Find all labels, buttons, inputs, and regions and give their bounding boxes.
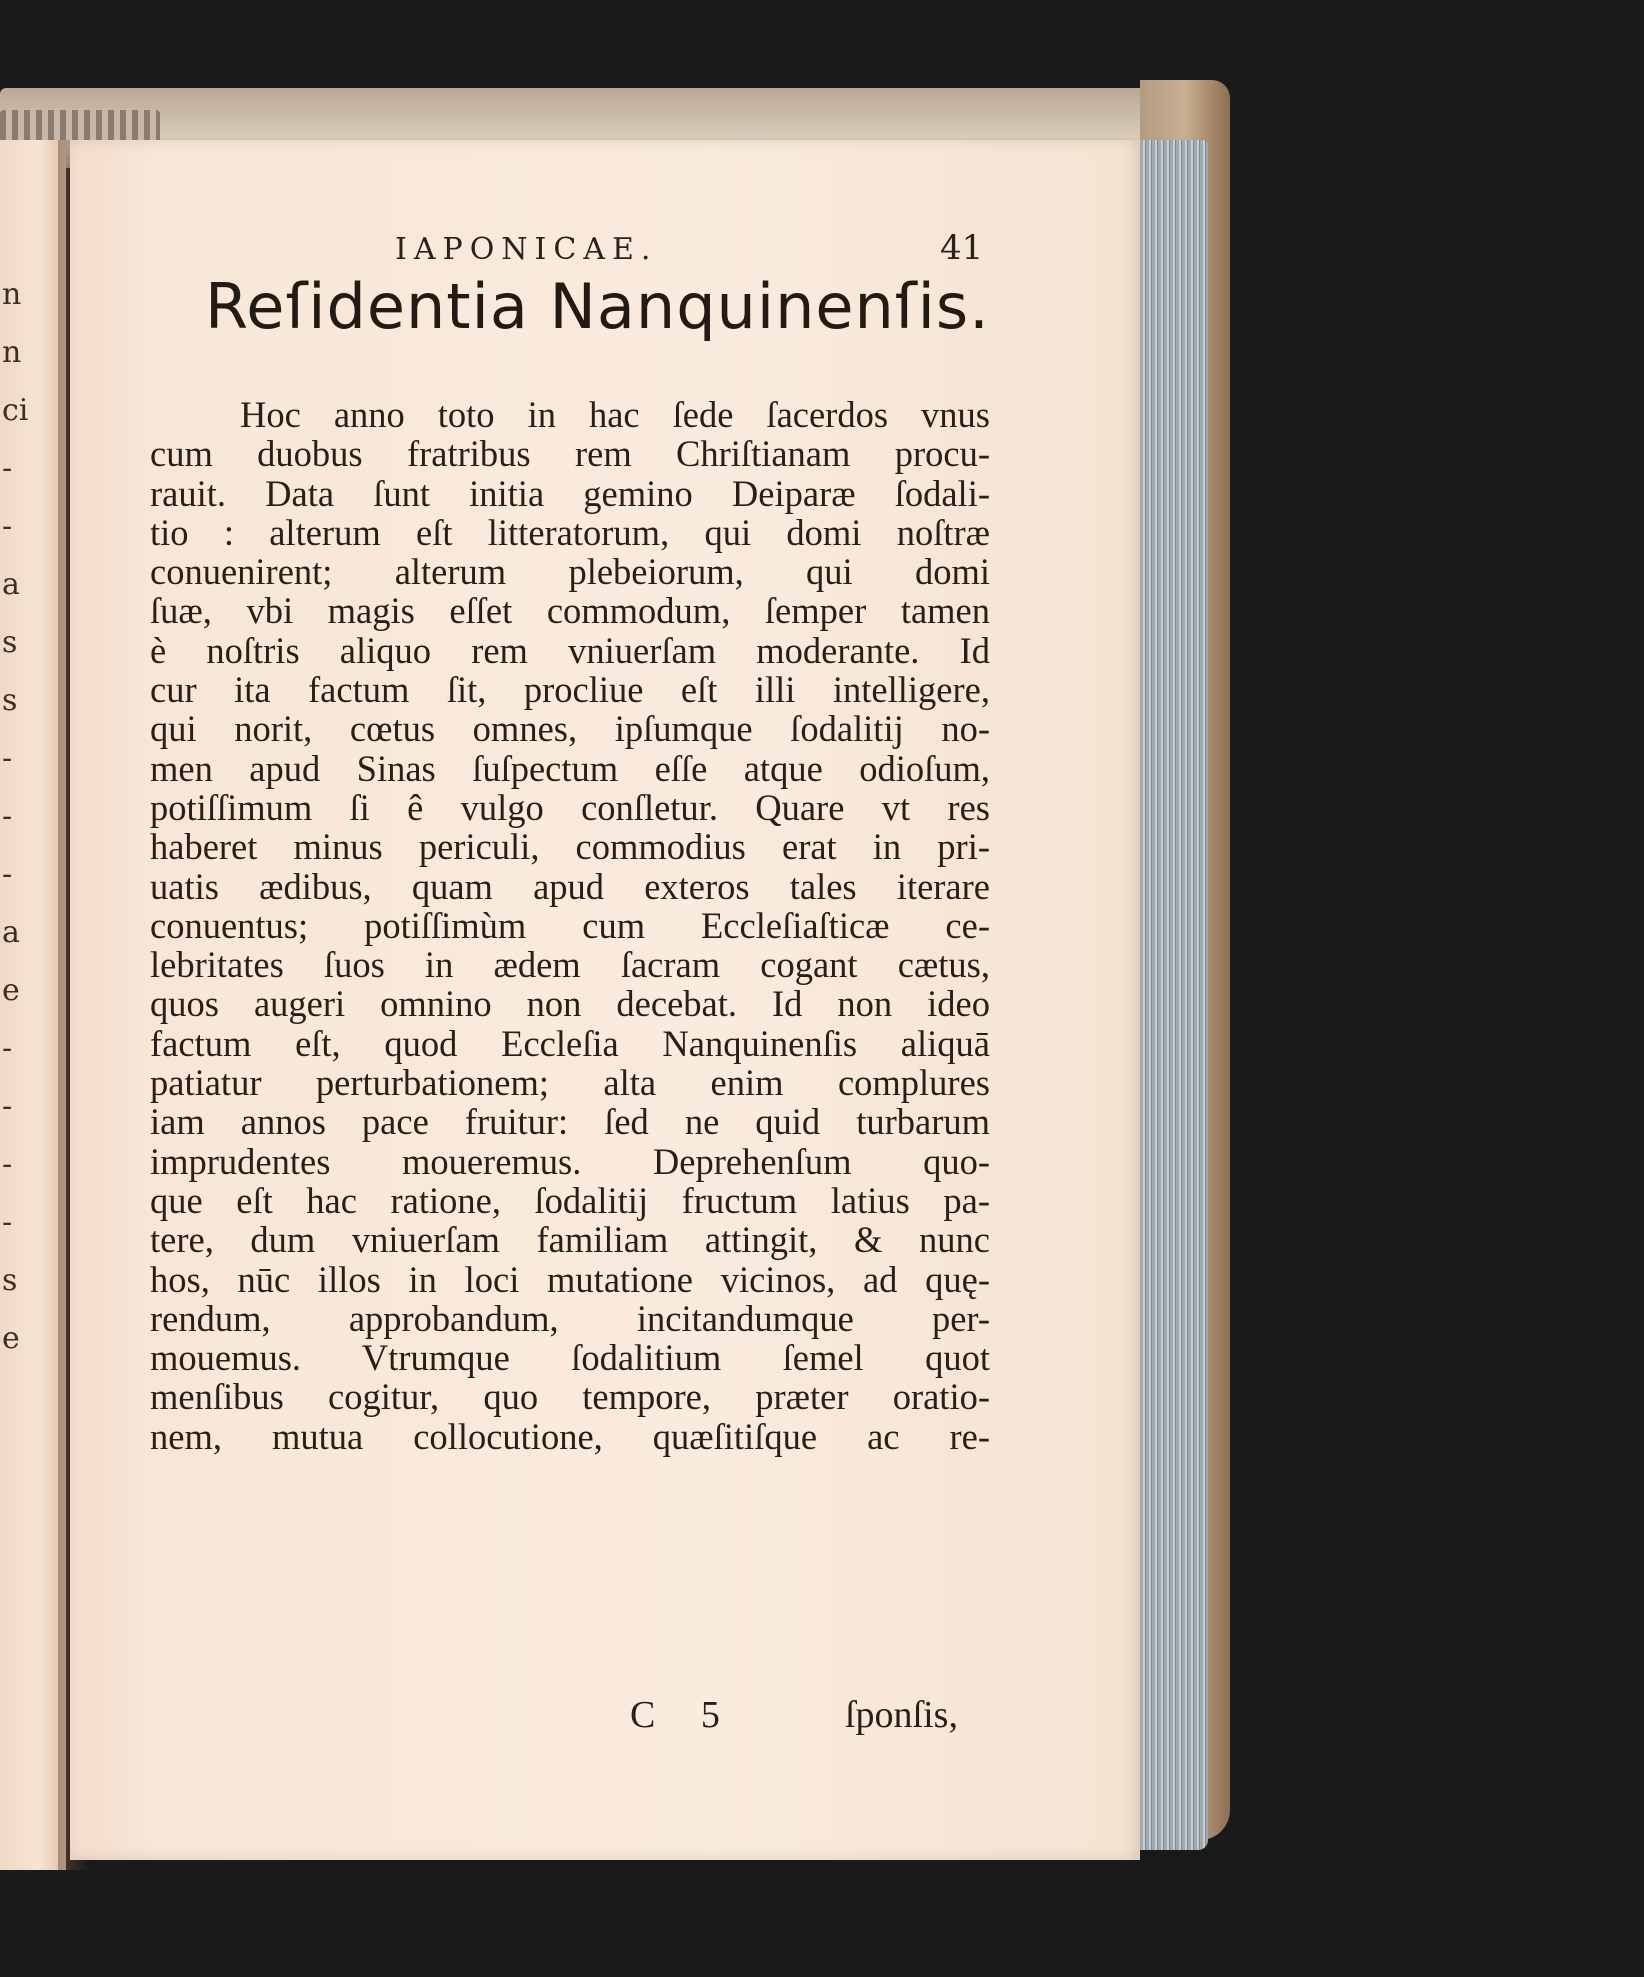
left-page-fragment: n — [2, 335, 22, 370]
text-line: potiſſimum ſi ê vulgo conſletur. Quare vt res — [150, 786, 990, 828]
text-line: Hoc anno toto in hac ſede ſacerdos vnus — [240, 394, 990, 435]
text-line: rauit. Data ſunt initia gemino Deiparæ ſodali- — [150, 472, 990, 514]
running-head: IAPONICAE. — [395, 232, 658, 267]
left-page-fragment: - — [2, 1089, 13, 1124]
left-page — [0, 140, 66, 1870]
text-line: conuentus; potiſſimùm cum Eccleſiaſticæ ce- — [150, 904, 990, 946]
text-line: ſuæ, vbi magis eſſet commodum, ſemper tamen — [150, 590, 990, 632]
text-line: imprudentes moueremus. Deprehenſum quo- — [150, 1140, 990, 1182]
left-page-fragment: s — [2, 625, 18, 660]
page-edges — [1128, 140, 1208, 1850]
left-page-fragment: ci — [2, 393, 29, 428]
left-page-fragment: a — [2, 567, 20, 602]
text-line: menſibus cogitur, quo tempore, præter oratio- — [150, 1376, 990, 1418]
text-line: mouemus. Vtrumque ſodalitium ſemel quot — [150, 1337, 990, 1379]
signature-mark: C 5 — [630, 1694, 738, 1736]
text-line: quos augeri omnino non decebat. Id non ideo — [150, 983, 990, 1025]
text-line: patiatur perturbationem; alta enim complures — [150, 1062, 990, 1104]
left-page-fragment: - — [2, 1205, 13, 1240]
left-page-fragment: s — [2, 683, 18, 718]
catchword: ſponſis, — [845, 1694, 958, 1736]
body-text — [150, 395, 990, 1456]
left-page-fragment: e — [2, 973, 20, 1008]
left-page-fragment: - — [2, 1147, 13, 1182]
left-page-fragment: - — [2, 857, 13, 892]
text-line: nem, mutua collocutione, quæſitiſque ac re- — [150, 1415, 990, 1457]
text-line: conuenirent; alterum plebeiorum, qui domi — [150, 551, 990, 593]
text-line: haberet minus periculi, commodius erat in pri- — [150, 826, 990, 868]
text-line: cur ita factum ſit, procliue eſt illi intelligere, — [150, 669, 990, 711]
page-number: 41 — [940, 228, 984, 268]
left-page-fragment: - — [2, 741, 13, 776]
text-line: tio : alterum eſt litteratorum, qui domi noſtræ — [150, 511, 990, 553]
section-heading: Reſidentia Nanquinenſis. — [205, 270, 990, 343]
text-line: lebritates ſuos in ædem ſacram cogant cætus, — [150, 944, 990, 986]
left-page-fragment: a — [2, 915, 20, 950]
text-line: factum eſt, quod Eccleſia Nanquinenſis aliquā — [150, 1022, 990, 1064]
left-page-fragment: - — [2, 1031, 13, 1066]
left-page-fragment: - — [2, 509, 13, 544]
text-line: cum duobus fratribus rem Chriſtianam procu- — [150, 433, 990, 475]
text-line: tere, dum vniuerſam familiam attingit, & nunc — [150, 1219, 990, 1261]
text-line: iam annos pace fruitur: ſed ne quid turbarum — [150, 1101, 990, 1143]
text-line: è noſtris aliquo rem vniuerſam moderante. Id — [150, 629, 990, 671]
text-line: uatis ædibus, quam apud exteros tales iterare — [150, 865, 990, 907]
text-line: men apud Sinas ſuſpectum eſſe atque odioſum, — [150, 747, 990, 789]
text-line: hos, nūc illos in loci mutatione vicinos, ad quę- — [150, 1258, 990, 1300]
left-page-fragment: e — [2, 1321, 20, 1356]
left-page-fragment: - — [2, 451, 13, 486]
text-line: que eſt hac ratione, ſodalitij fructum latius pa- — [150, 1179, 990, 1221]
left-page-fragment: s — [2, 1263, 18, 1298]
left-page-fragment: n — [2, 277, 22, 312]
text-line: qui norit, cœtus omnes, ipſumque ſodalitij no- — [150, 708, 990, 750]
left-page-fragment: - — [2, 799, 13, 834]
text-line: rendum, approbandum, incitandumque per- — [150, 1297, 990, 1339]
